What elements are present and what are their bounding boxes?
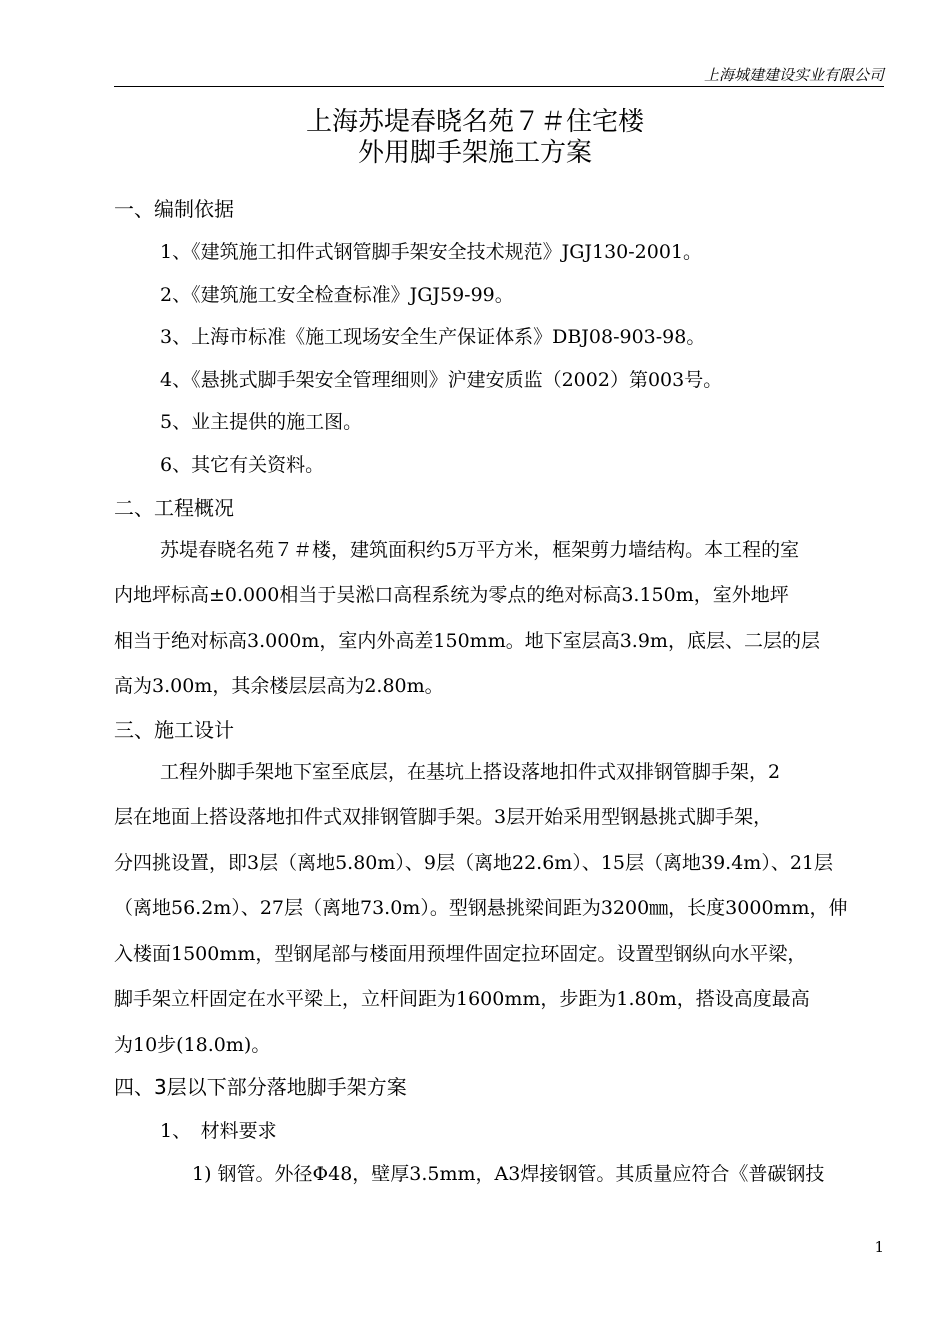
list-item: 3、上海市标准《施工现场安全生产保证体系》DBJ08-903-98。	[160, 326, 706, 348]
paragraph-line: （离地56.2m）、27层（离地73.0m）。型钢悬挑梁间距为3200㎜，长度3000mm，伸	[114, 897, 848, 919]
list-item: 4、《悬挑式脚手架安全管理细则》沪建安质监（2002）第003号。	[160, 369, 723, 391]
section-3-heading: 三、施工设计	[114, 718, 234, 742]
paragraph-line: 入楼面1500mm，型钢尾部与楼面用预埋件固定拉环固定。设置型钢纵向水平梁，	[114, 943, 807, 965]
paragraph-line: 分四挑设置，即3层（离地5.80m）、9层（离地22.6m）、15层（离地39.4m）、21层	[114, 852, 833, 874]
list-item: 6、其它有关资料。	[160, 454, 325, 476]
section-2-heading: 二、工程概况	[114, 496, 234, 520]
paragraph-line: 苏堤春晓名苑７＃楼，建筑面积约5万平方米，框架剪力墙结构。本工程的室	[160, 539, 800, 561]
title-line-1: 上海苏堤春晓名苑７＃住宅楼	[305, 107, 644, 137]
section-4-heading: 四、3层以下部分落地脚手架方案	[114, 1075, 407, 1099]
paragraph-line: 内地坪标高±0.000相当于吴淞口高程系统为零点的绝对标高3.150m，室外地坪	[114, 584, 789, 606]
list-item: 1) 钢管。外径Φ48，壁厚3.5mm，A3焊接钢管。其质量应符合《普碳钢技	[192, 1163, 825, 1185]
paragraph-line: 工程外脚手架地下室至底层，在基坑上搭设落地扣件式双排钢管脚手架，2	[160, 761, 781, 783]
section-1-heading: 一、编制依据	[114, 197, 234, 221]
paragraph-line: 相当于绝对标高3.000m，室内外高差150mm。地下室层高3.9m，底层、二层的层	[114, 630, 820, 652]
paragraph-line: 层在地面上搭设落地扣件式双排钢管脚手架。3层开始采用型钢悬挑式脚手架，	[114, 806, 773, 828]
header-company: 上海城建建设实业有限公司	[703, 66, 884, 84]
subsection-heading: 1、 材料要求	[160, 1120, 277, 1142]
paragraph-line: 脚手架立杆固定在水平梁上，立杆间距为1600mm，步距为1.80m，搭设高度最高	[114, 988, 810, 1010]
list-item: 5、业主提供的施工图。	[160, 411, 363, 433]
paragraph-line: 为10步(18.0m)。	[114, 1034, 271, 1056]
list-item: 1、《建筑施工扣件式钢管脚手架安全技术规范》JGJ130-2001。	[160, 241, 703, 263]
list-item: 2、《建筑施工安全检查标准》JGJ59-99。	[160, 284, 514, 306]
page-number: 1	[874, 1238, 884, 1256]
header-rule	[114, 86, 884, 87]
paragraph-line: 高为3.00m，其余楼层层高为2.80m。	[114, 675, 444, 697]
title-line-2: 外用脚手架施工方案	[357, 138, 592, 168]
